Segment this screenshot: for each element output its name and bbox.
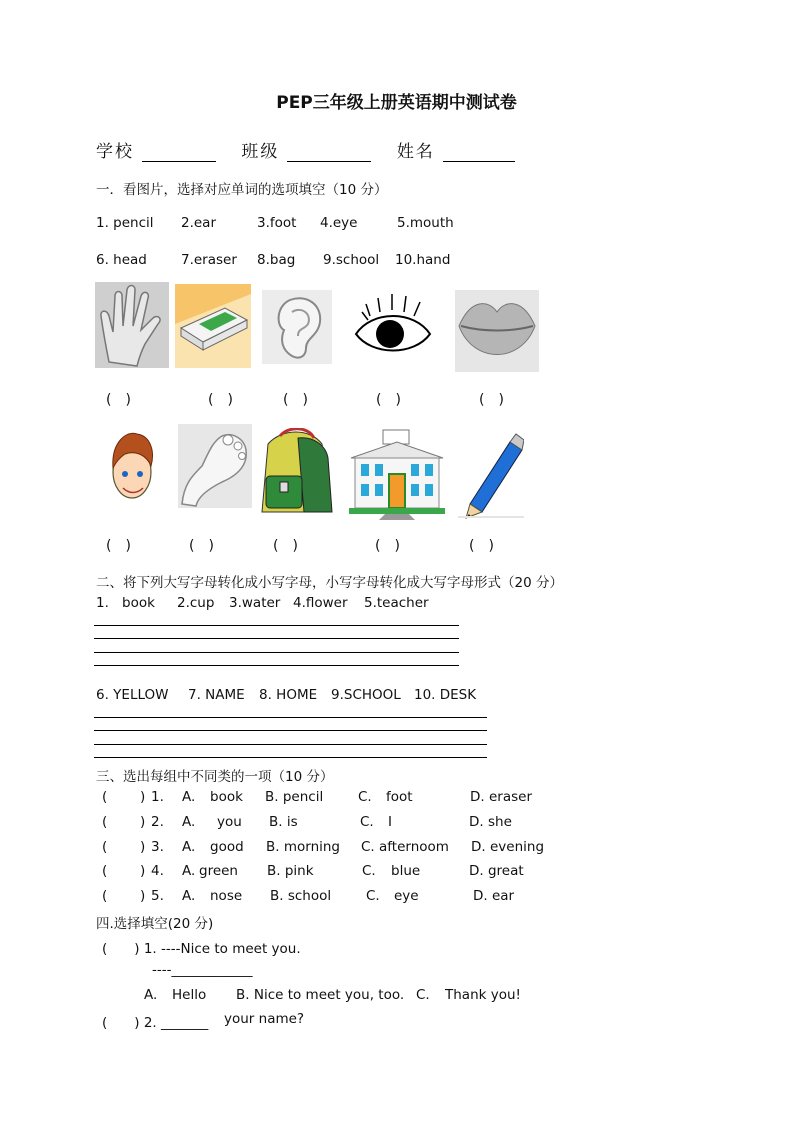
option-a: book [210, 789, 243, 805]
option-a-letter: A. [182, 863, 196, 879]
answer-paren-close[interactable]: ) [140, 839, 146, 855]
word-item: 2.ear [181, 215, 217, 231]
word-item: 4.flower [293, 595, 348, 611]
option-a: good [210, 839, 244, 855]
answer-paren[interactable]: ( ) [375, 538, 400, 554]
ear-picture [262, 290, 332, 364]
eraser-picture [175, 284, 251, 368]
word-item: 9.SCHOOL [331, 687, 401, 703]
word-item: 6. head [96, 252, 147, 268]
answer-paren[interactable]: ( ) [479, 392, 504, 408]
option-a-letter: A. [144, 987, 158, 1003]
word-item: 6. YELLOW [96, 687, 169, 703]
writing-line[interactable] [94, 652, 459, 653]
option-b: B. pink [267, 863, 314, 879]
page-title: PEP三年级上册英语期中测试卷 [276, 93, 517, 113]
option-c-letter: C. [360, 814, 374, 830]
word-item: 1. [96, 595, 109, 611]
question-number: 3. [151, 839, 164, 855]
answer-blank[interactable]: ----____________ [152, 962, 253, 978]
option-d: D. she [469, 814, 512, 830]
answer-paren-open[interactable]: ( [102, 888, 108, 904]
school-blank[interactable] [142, 145, 216, 162]
option-a-letter: A. [182, 839, 196, 855]
word-item: book [122, 595, 155, 611]
name-blank[interactable] [443, 145, 515, 162]
word-item: 7.eraser [181, 252, 237, 268]
writing-line[interactable] [94, 638, 459, 639]
answer-paren[interactable]: ( ) [106, 538, 131, 554]
section4-heading: 四.选择填空(20 分) [96, 916, 214, 932]
writing-line[interactable] [94, 730, 487, 731]
question-row [0, 888, 793, 908]
option-d: D. eraser [470, 789, 532, 805]
option-c: eye [394, 888, 419, 904]
answer-paren[interactable]: ( ) [106, 392, 131, 408]
option-c-letter: C. [358, 789, 372, 805]
writing-line[interactable] [94, 665, 459, 666]
name-label: 姓名 [396, 142, 435, 162]
option-b: B. morning [266, 839, 340, 855]
option-c-letter: C. [361, 839, 375, 855]
option-a: green [199, 863, 238, 879]
answer-paren[interactable]: ( ) [273, 538, 298, 554]
answer-paren-close[interactable]: ) [140, 863, 146, 879]
question-row [0, 789, 793, 809]
word-item: 8.bag [257, 252, 296, 268]
answer-paren-open[interactable]: ( [102, 789, 108, 805]
word-item: 8. HOME [259, 687, 318, 703]
question-number: 1. [151, 789, 164, 805]
answer-paren[interactable]: ( ) [189, 538, 214, 554]
hand-picture [95, 282, 169, 368]
writing-line[interactable] [94, 744, 487, 745]
question-number: 4. [151, 863, 164, 879]
option-a: Hello [172, 987, 207, 1003]
word-item: 9.school [323, 252, 380, 268]
question-row [0, 863, 793, 883]
answer-paren[interactable]: ( ) [469, 538, 494, 554]
class-blank[interactable] [287, 145, 371, 162]
option-c-letter: C. [416, 987, 430, 1003]
option-c: blue [391, 863, 421, 879]
question-row [0, 839, 793, 859]
option-c: Thank you! [445, 987, 521, 1003]
option-c-letter: C. [362, 863, 376, 879]
section2-heading: 二、将下列大写字母转化成小写字母，小写字母转化成大写字母形式（20 分） [96, 575, 563, 591]
word-item: 2.cup [177, 595, 215, 611]
word-item: 5.mouth [397, 215, 454, 231]
answer-paren[interactable]: ( ) [208, 392, 233, 408]
option-a-letter: A. [182, 814, 196, 830]
word-item: 7. NAME [188, 687, 245, 703]
option-b: B. pencil [265, 789, 324, 805]
writing-line[interactable] [94, 757, 487, 758]
mouth-picture [455, 290, 539, 372]
option-d: D. ear [473, 888, 515, 904]
school-label: 学校 [96, 142, 134, 162]
word-item: 4.eye [320, 215, 358, 231]
option-d: D. evening [471, 839, 545, 855]
class-label: 班级 [241, 142, 280, 162]
student-info [96, 137, 533, 162]
option-c: foot [386, 789, 413, 805]
foot-picture [178, 424, 252, 508]
question-number: 5. [151, 888, 164, 904]
option-b: B. Nice to meet you, too. [236, 987, 405, 1003]
question-text: your name? [224, 1011, 305, 1027]
option-d: D. great [469, 863, 524, 879]
word-item: 5.teacher [364, 595, 429, 611]
word-item: 3.water [229, 595, 281, 611]
answer-paren-open[interactable]: ( [102, 863, 108, 879]
question-line: ( ) 2. _______ [102, 1015, 209, 1031]
writing-line[interactable] [94, 717, 487, 718]
answer-paren-close[interactable]: ) [140, 888, 146, 904]
word-item: 3.foot [257, 215, 297, 231]
bag-picture [258, 428, 334, 518]
word-item: 10. DESK [414, 687, 477, 703]
section1-heading: 一．看图片，选择对应单词的选项填空（10 分） [96, 182, 388, 198]
answer-paren[interactable]: ( ) [376, 392, 401, 408]
writing-line[interactable] [94, 625, 459, 626]
question-row [0, 814, 793, 834]
option-c: I [388, 814, 392, 830]
answer-paren-close[interactable]: ) [140, 789, 146, 805]
head-picture [107, 428, 157, 504]
question-line: ( ) 1. ----Nice to meet you. [102, 941, 301, 957]
option-a: nose [210, 888, 243, 904]
option-b: B. school [270, 888, 332, 904]
answer-paren-close[interactable]: ) [140, 814, 146, 830]
pencil-picture [458, 432, 524, 520]
word-item: 1. pencil [96, 215, 154, 231]
answer-paren[interactable]: ( ) [283, 392, 308, 408]
option-c-letter: C. [366, 888, 380, 904]
word-item: 10.hand [395, 252, 451, 268]
option-c: afternoom [379, 839, 449, 855]
answer-paren-open[interactable]: ( [102, 814, 108, 830]
eye-picture [352, 290, 434, 360]
option-a-letter: A. [182, 888, 196, 904]
section3-heading: 三、选出每组中不同类的一项（10 分） [96, 769, 334, 785]
option-a-letter: A. [182, 789, 196, 805]
option-a: you [217, 814, 242, 830]
school-picture [349, 428, 445, 520]
option-b: B. is [269, 814, 298, 830]
question-number: 2. [151, 814, 164, 830]
answer-paren-open[interactable]: ( [102, 839, 108, 855]
